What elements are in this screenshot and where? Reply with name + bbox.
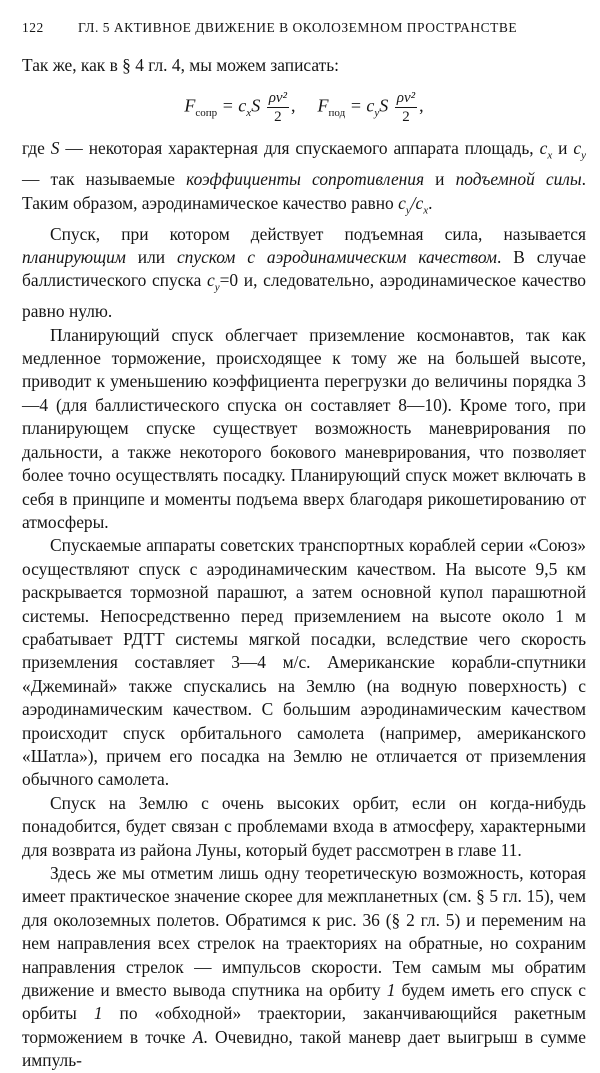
paragraph-3: Планирующий спуск облегчает приземление космонавтов, так как медленное торможение, происходящее к тому же на большей высоте, приводит к уменьшению коэффициента перегрузки до величины порядка 3—4 (для баллистического спуска он составляет 8—10). Кроме того, при планирующем спуске существует возможность маневрирования по дальности, а также некоторого бокового маневрирования, что позволяет более точно осуществлять посадку. Планирующий спуск может включать в себя в принципе и моменты подъема вверх благодаря рикошетированию от атмосферы. [22, 324, 586, 532]
paragraph-4: Спускаемые аппараты советских транспортных кораблей серии «Союз» осуществляют спуск с аэродинамическим качеством. На высоте 9,5 км раскрывается тормозной парашют, а затем основной купол парашютной системы. Непосредственно перед приземлением на высоте около 1 м срабатывает РДТТ системы мягкой посадки, вследствие чего скорость приземления составляет 3—4 м/с. Американские корабли-спутники «Джеминай» также спускались на Землю (на водную поверхность) с аэродинамическим качеством. С большим аэродинамическим качеством происходит спуск орбитального самолета (например, американского «Шатла»), причем его посадка на Землю не отличается от приземления обычного самолета. [22, 535, 586, 790]
chapter-title: ГЛ. 5 АКТИВНОЕ ДВИЖЕНИЕ В ОКОЛОЗЕМНОМ ПРОСТРАНСТВЕ [78, 20, 518, 35]
drag-force-equation: $F_{сопр} = c_xS$ $\frac{\text{ρv²}}{2}$ , [184, 89, 296, 125]
paragraph-1: где S — некоторая характерная для спускаемого аппарата площадь, $c_x$ и $c_y$ — так называемые коэффициенты сопротивления и подъемной силы. Таким образом, аэродинамическое качество равно $c_y/c_x$. [22, 138, 587, 217]
page-number: 122 [22, 20, 44, 35]
fraction: $\frac{\text{ρv²}}{2}$ [268, 89, 288, 125]
fraction: $\frac{\text{ρv²}}{2}$ [396, 89, 416, 125]
drag-lift-formula [22, 77, 586, 137]
intro-line: Так же, как в § 4 гл. 4, мы можем записать: [22, 55, 339, 75]
lift-force-equation: $F_{под} = c_yS$ $\frac{\text{ρv²}}{2}$ , [317, 89, 424, 125]
paragraph-5: Спуск на Землю с очень высоких орбит, если он когда-нибудь понадобится, будет связан с проблемами входа в атмосферу, характерными для возврата из района Луны, который будет рассмотрен в главе 11. [22, 792, 586, 860]
paragraph-6: Здесь же мы отметим лишь одну теоретическую возможность, которая имеет практическое значение скорее для межпланетных (см. § 5 гл. 15), чем для околоземных полетов. Обратимся к рис. 36 (§ 2 гл. 5) и переменим на нем направления всех стрелок на траекториях на обратные, но сохраним направления стрелок — импульсов скорости. Тем самым мы обратим движение и вместо вывода спутника на орбиту 1 будем иметь его спуск с орбиты 1 по «обходной» траектории, заканчивающийся ракетным торможением в точке A. Очевидно, такой маневр дает выигрыш в сумме импуль- [22, 863, 587, 1071]
paragraph-2: Спуск, при котором действует подъемная сила, называется планирующим или спуском с аэродинамическим качеством. В случае баллистического спуска $c_y=0$ и, следовательно, аэродинамическое качество равно нулю. [22, 223, 587, 322]
running-header [22, 20, 586, 36]
